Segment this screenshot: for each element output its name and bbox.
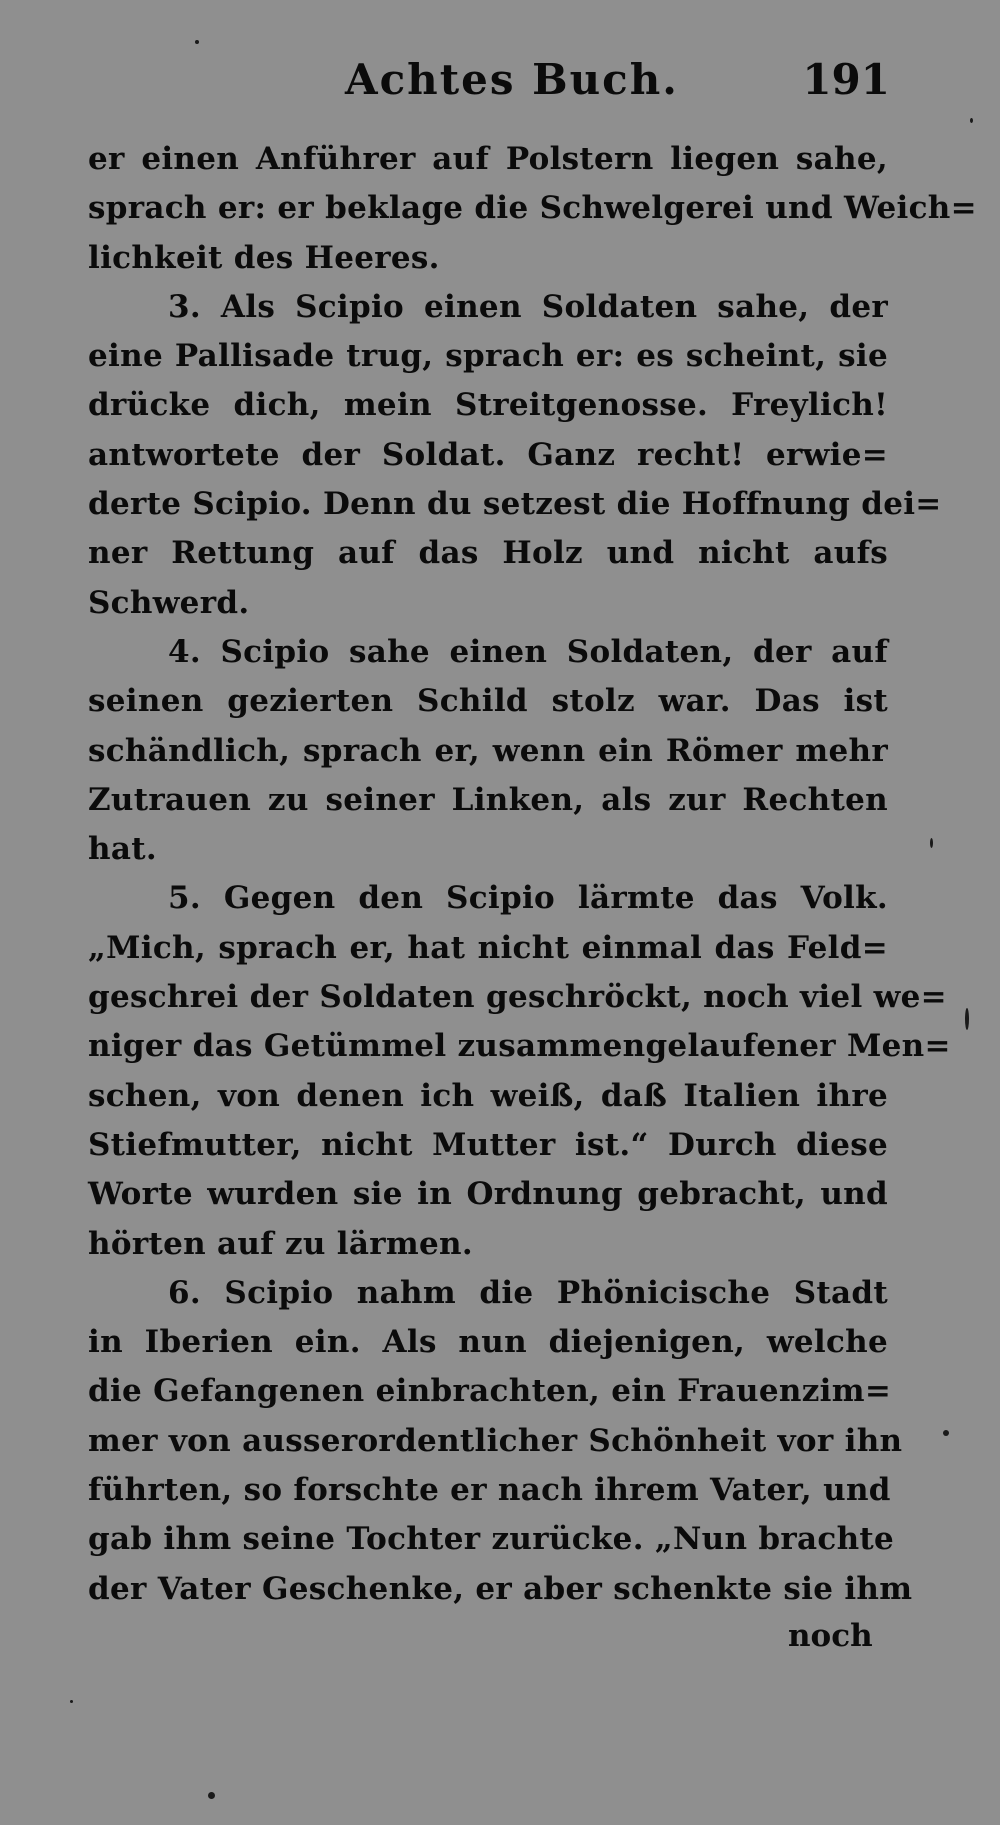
catchword: noch (788, 1618, 873, 1654)
text-line: sprach er: er beklage die Schwelgerei und Weich= (88, 190, 977, 227)
text-line: schändlich, sprach er, wenn ein Römer mehr (88, 732, 888, 769)
text-line: mer von ausserordentlicher Schönheit vor ihn (88, 1422, 903, 1459)
text-line: antwortete der Soldat. Ganz recht! erwie= (88, 436, 888, 473)
text-line: Schwerd. (88, 584, 250, 621)
running-head: Achtes Buch. (345, 55, 679, 104)
scan-speck (970, 118, 973, 123)
text-line: „Mich, sprach er, hat nicht einmal das Feld= (88, 929, 888, 966)
text-line: hörten auf zu lärmen. (88, 1225, 473, 1262)
text-line: Zutrauen zu seiner Linken, als zur Rechten (88, 781, 888, 818)
text-line: führten, so forschte er nach ihrem Vater, und (88, 1472, 891, 1509)
scan-speck (195, 40, 199, 44)
text-line: drücke dich, mein Streitgenosse. Freylich! (88, 387, 888, 424)
scan-speck (70, 1700, 73, 1703)
text-line: die Gefangenen einbrachten, ein Frauenzim= (88, 1373, 892, 1410)
text-line: derte Scipio. Denn du setzest die Hoffnung dei= (88, 486, 942, 523)
text-line: Stiefmutter, nicht Mutter ist.“ Durch diese (88, 1126, 888, 1163)
text-line: eine Pallisade trug, sprach er: es scheint, sie (88, 338, 888, 375)
text-line: der Vater Geschenke, er aber schenkte sie ihm (88, 1570, 913, 1607)
text-line: 3. Als Scipio einen Soldaten sahe, der (168, 288, 888, 325)
text-line: schen, von denen ich weiß, daß Italien ihre (88, 1077, 888, 1114)
text-line: Worte wurden sie in Ordnung gebracht, und (88, 1176, 888, 1213)
text-line: seinen gezierten Schild stolz war. Das ist (88, 683, 888, 720)
text-line: ner Rettung auf das Holz und nicht aufs (88, 535, 888, 572)
body-text (88, 135, 977, 1614)
page-header (90, 55, 890, 115)
text-line: gab ihm seine Tochter zurücke. „Nun brachte (88, 1521, 895, 1558)
text-line: geschrei der Soldaten geschröckt, noch viel we= (88, 979, 947, 1016)
text-line: 5. Gegen den Scipio lärmte das Volk. (168, 880, 888, 917)
text-line: er einen Anführer auf Polstern liegen sahe, (88, 141, 888, 177)
text-line: in Iberien ein. Als nun diejenigen, welche (88, 1324, 888, 1361)
text-line: hat. (88, 831, 157, 868)
scan-speck (930, 838, 933, 848)
text-line: 6. Scipio nahm die Phönicische Stadt (168, 1274, 888, 1311)
page-number: 191 (802, 55, 890, 104)
scan-speck (208, 1792, 215, 1799)
scan-speck (943, 1430, 949, 1436)
text-line: lichkeit des Heeres. (88, 239, 440, 276)
scan-speck (965, 1008, 969, 1030)
text-line: 4. Scipio sahe einen Soldaten, der auf (168, 633, 888, 670)
text-line: niger das Getümmel zusammengelaufener Men= (88, 1028, 951, 1065)
